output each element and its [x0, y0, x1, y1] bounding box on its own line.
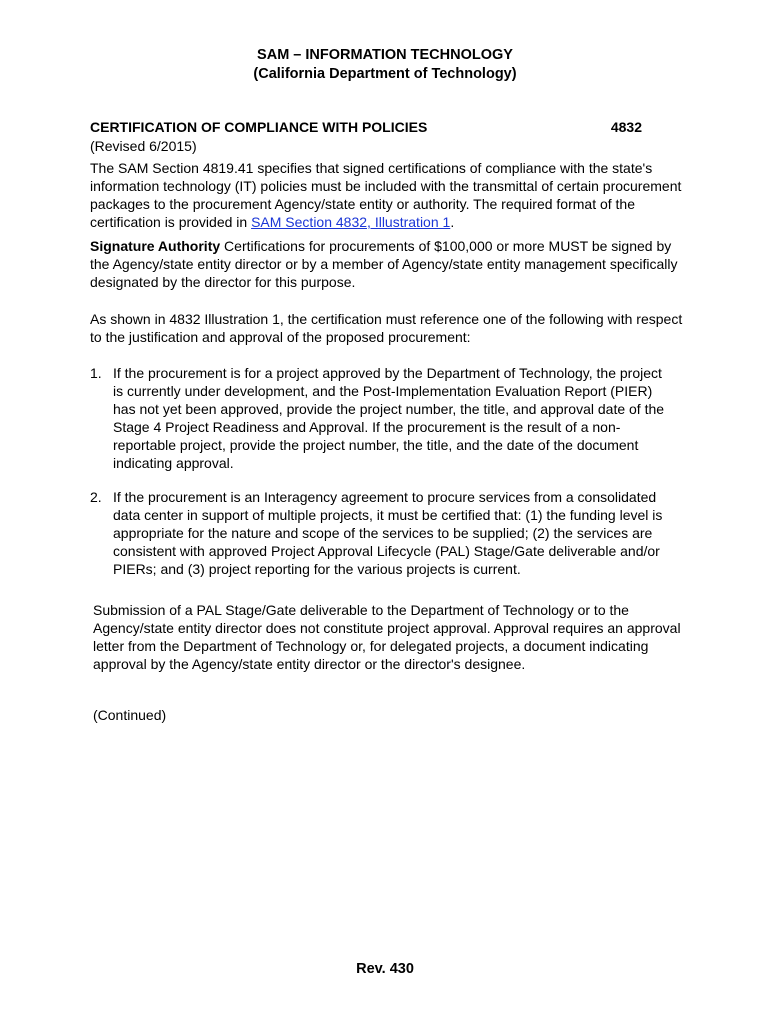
intro-paragraph: [90, 159, 686, 231]
illustration-link[interactable]: SAM Section 4832, Illustration 1: [251, 214, 451, 230]
continued-note: (Continued): [93, 707, 167, 723]
submission-paragraph: Submission of a PAL Stage/Gate deliverable to the Department of Technology or to the Agency/state entity director does not constitute project approval. Approval requires an approval letter from the Department of Technology or, for delegated projects, a document indicating approval by the Agency/state entity director or the director's designee.: [93, 602, 681, 672]
signature-authority-text: Certifications for procurements of $100,000 or more MUST be signed by the Agency/state entity director or by a member of Agency/state entity management specifically designated by the director for this purpose.: [90, 238, 678, 290]
signature-authority-paragraph: [90, 237, 686, 291]
shown-in-paragraph: As shown in 4832 Illustration 1, the certification must reference one of the following with respect to the justification and approval of the proposed procurement:: [90, 311, 683, 345]
signature-authority-label: Signature Authority: [90, 238, 221, 254]
list-item-text: If the procurement is an Interagency agreement to procure services from a consolidated data center in support of multiple projects, it must be certified that: (1) the funding level is appropriate for the nature and scope of the services to be supplied; (2) the services are consistent with approved Project Approval Lifecycle (PAL) Stage/Gate deliverable and/or PIERs; and (3) project reporting for the various projects is current.: [113, 489, 663, 577]
page-header: [0, 46, 770, 84]
list-item: [90, 364, 686, 472]
section-heading: [90, 118, 642, 136]
revised-date: (Revised 6/2015): [90, 138, 197, 154]
section-number: 4832: [610, 119, 642, 135]
intro-text: The SAM Section 4819.41 specifies that signed certifications of compliance with the state's information technology (IT) policies must be included with the transmittal of certain procurement packages to the procurement Agency/state entity or authority. The required format of the certification is provided in: [90, 160, 682, 230]
list-marker: 1.: [90, 365, 102, 381]
section-title: CERTIFICATION OF COMPLIANCE WITH POLICIES: [90, 119, 428, 135]
page-footer-revision: Rev. 430: [356, 961, 414, 977]
list-item-text: If the procurement is for a project approved by the Department of Technology, the project is currently under development, and the Post-Implementation Evaluation Report (PIER) has not yet been approved, provide the project number, the title, and approval date of the Stage 4 Project Readiness and Approval. If the procurement is the result of a non-reportable project, provide the project number, the title, and the date of the document indicating approval.: [113, 365, 665, 471]
list-item: [90, 488, 686, 578]
list-marker: 2.: [90, 489, 102, 505]
header-subtitle: (California Department of Technology): [253, 66, 517, 82]
intro-period: .: [450, 214, 455, 230]
header-title: SAM – INFORMATION TECHNOLOGY: [257, 47, 513, 63]
